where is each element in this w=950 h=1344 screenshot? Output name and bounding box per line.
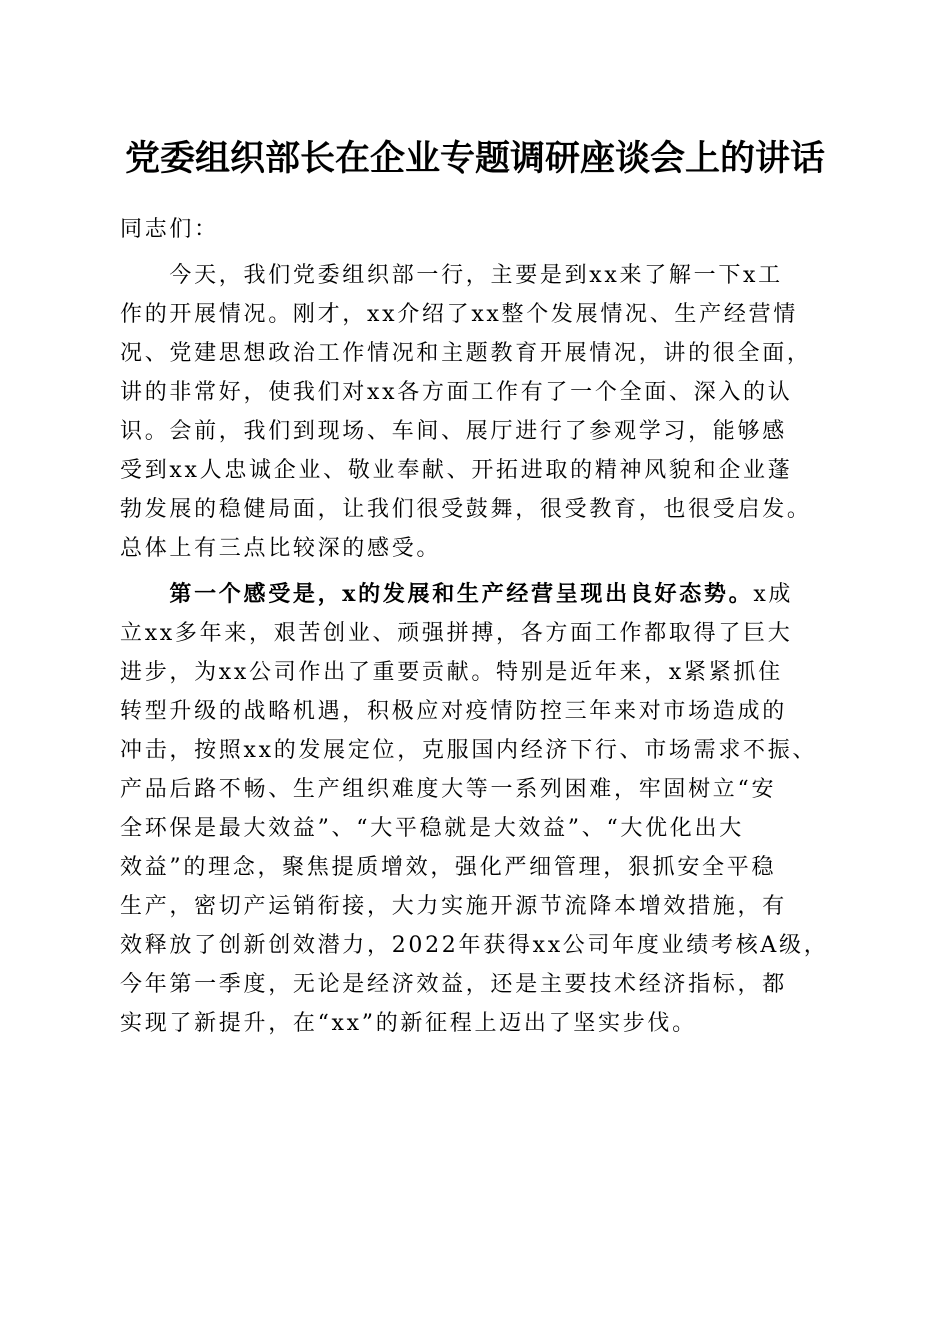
paragraph-line: 受到xx人忠诚企业、敬业奉献、开拓进取的精神风貌和企业蓬 — [120, 458, 793, 483]
paragraph-line: 识。会前，我们到现场、车间、展厅进行了参观学习，能够感 — [120, 419, 787, 444]
document-body — [120, 210, 838, 1043]
salutation: 同志们： — [120, 217, 219, 242]
paragraph-line: 今天，我们党委组织部一行，主要是到xx来了解一下x工 — [120, 263, 783, 288]
paragraph-1 — [120, 256, 838, 568]
paragraph-line: 今年第一季度，无论是经济效益，还是主要技术经济指标，都 — [120, 972, 787, 997]
paragraph-line: 产品后路不畅、生产组织难度大等一系列困难，牢固树立“安 — [120, 777, 777, 802]
paragraph-line: 作的开展情况。刚才，xx介绍了xx整个发展情况、生产经营情 — [120, 302, 798, 327]
paragraph-line: 勃发展的稳健局面，让我们很受鼓舞，很受教育，也很受启发。 — [120, 497, 812, 522]
paragraph-line: 效释放了创新创效潜力，2022年获得xx公司年度业绩考核A级， — [120, 933, 829, 958]
paragraph-line: 生产，密切产运销衔接，大力实施开源节流降本增效措施，有 — [120, 894, 787, 919]
paragraph-line: 全环保是最大效益”、“大平稳就是大效益”、“大优化出大 — [120, 816, 744, 841]
paragraph-line: 实现了新提升，在“xx”的新征程上迈出了坚实步伐。 — [120, 1011, 697, 1036]
paragraph-2 — [120, 575, 838, 1043]
paragraph-first-line-rest: x成 — [753, 582, 794, 607]
paragraph-line: 立xx多年来，艰苦创业、顽强拼搏，各方面工作都取得了巨大 — [120, 621, 793, 646]
paragraph-line: 转型升级的战略机遇，积极应对疫情防控三年来对市场造成的 — [120, 699, 787, 724]
paragraph-line: 讲的非常好，使我们对xx各方面工作有了一个全面、深入的认 — [120, 380, 793, 405]
paragraph-line: 况、党建思想政治工作情况和主题教育开展情况，讲的很全面， — [120, 341, 812, 366]
paragraph-first-line — [120, 575, 838, 614]
paragraph-line: 总体上有三点比较深的感受。 — [120, 536, 442, 561]
paragraph-line: 进步，为xx公司作出了重要贡献。特别是近年来，x紧紧抓住 — [120, 660, 783, 685]
paragraph-line: 冲击，按照xx的发展定位，克服国内经济下行、市场需求不振、 — [120, 738, 818, 763]
paragraph-lead-sentence: 第一个感受是，x的发展和生产经营呈现出良好态势。 — [120, 581, 754, 607]
document-title: 党委组织部长在企业专题调研座谈会上的讲话 — [124, 138, 825, 179]
paragraph-line: 效益”的理念，聚焦提质增效，强化严细管理，狠抓安全平稳 — [120, 855, 777, 880]
